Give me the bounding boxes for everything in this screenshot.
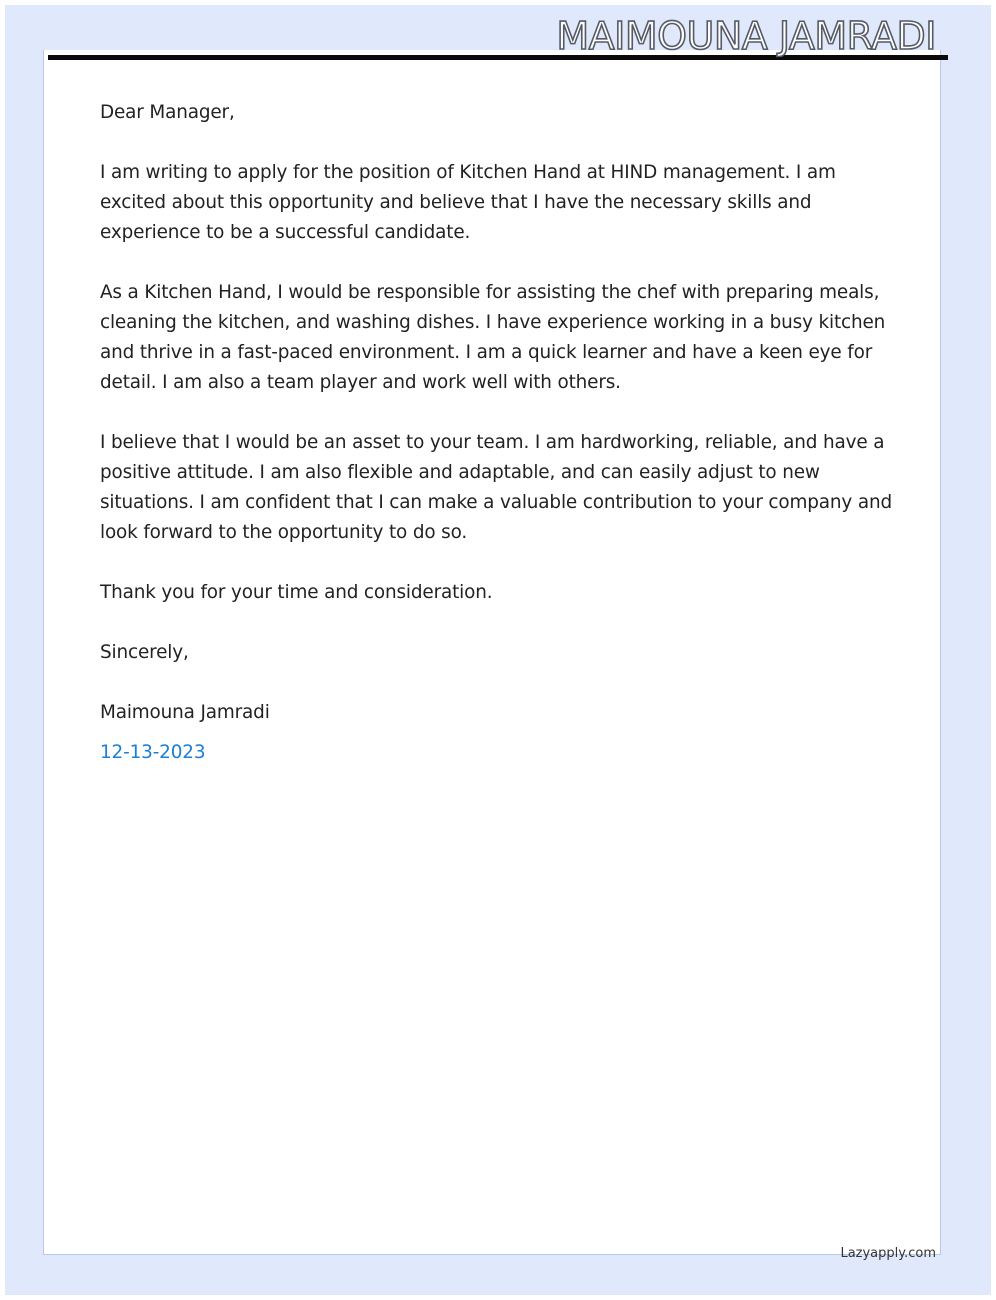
letter-date: 12-13-2023 — [100, 742, 206, 763]
paragraph-intro: I am writing to apply for the position of Kitchen Hand at HIND management. I am excited about this opportunity and believe that I have the necessary skills and experience to be a successful candidate. — [100, 162, 836, 243]
letter-body — [100, 98, 900, 768]
signature-name: Maimouna Jamradi — [100, 702, 270, 723]
header-name: MAIMOUNA JAMRADI — [556, 14, 936, 58]
paragraph-thanks: Thank you for your time and consideration. — [100, 582, 493, 603]
paragraph-responsibilities: As a Kitchen Hand, I would be responsible for assisting the chef with preparing meals, cleaning the kitchen, and washing dishes. I have experience working in a busy kitchen and thrive in a fast-paced environment. I am a quick learner and have a keen eye for detail. I am also a team player and work well with others. — [100, 282, 886, 393]
closing: Sincerely, — [100, 642, 189, 663]
salutation: Dear Manager, — [100, 102, 235, 123]
footer-brand: Lazyapply.com — [840, 1246, 936, 1261]
paragraph-qualities: I believe that I would be an asset to your team. I am hardworking, reliable, and have a positive attitude. I am also flexible and adaptable, and can easily adjust to new situations. I am confident that I can make a valuable contribution to your company and look forward to the opportunity to do so. — [100, 432, 892, 543]
